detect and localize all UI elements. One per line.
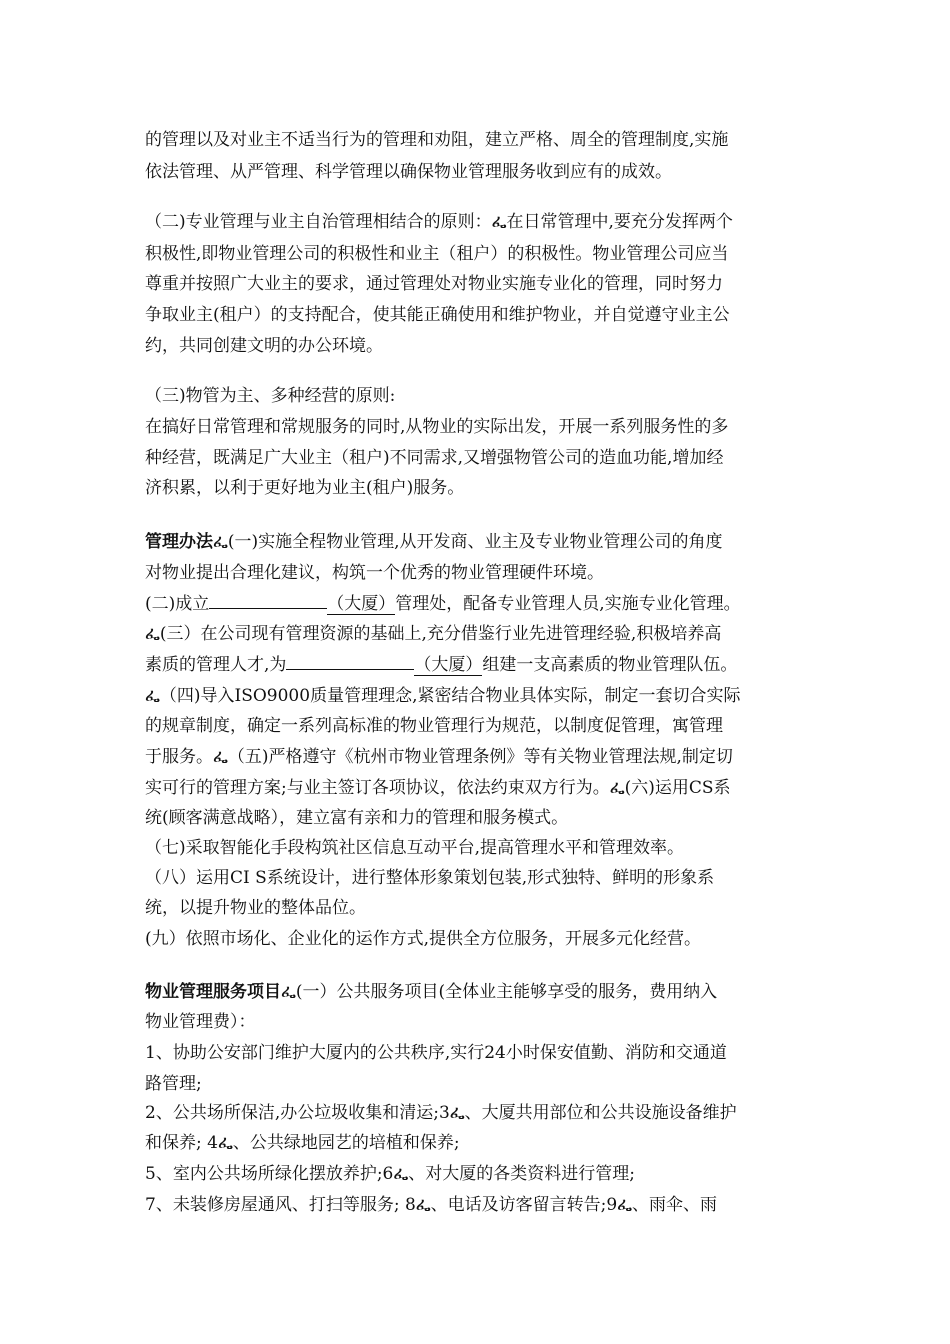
para2-line-1: （二)专业管理与业主自治管理相结合的原则：ፌ在日常管理中,要充分发挥两个 bbox=[145, 212, 733, 232]
para3-line-2: 在搞好日常管理和常规服务的同时,从物业的实际出发，开展一系列服务性的多 bbox=[145, 417, 729, 437]
methods-line-5-post: 组建一支高素质的物业管理队伍。 bbox=[482, 655, 738, 675]
para2-line-5: 约，共同创建文明的办公环境。 bbox=[145, 336, 383, 356]
methods-line-6: ፌ（四)导入ISO9000质量管理理念,紧密结合物业具体实际，制定一套切合实际 bbox=[145, 686, 741, 706]
methods-line-2: 对物业提出合理化建议，构筑一个优秀的物业管理硬件环境。 bbox=[145, 563, 604, 583]
para3-line-3: 种经营，既满足广大业主（租户)不同需求,又增强物管公司的造血功能,增加经 bbox=[145, 448, 724, 468]
methods-line-9: 实可行的管理方案;与业主签订各项协议，依法约束双方行为。ፌ(六)运用CS系 bbox=[145, 778, 731, 798]
methods-line-8: 于服务。ፌ（五)严格遵守《杭州市物业管理条例》等有关物业管理法规,制定切 bbox=[145, 747, 733, 767]
methods-line-3-pre: (二)成立 bbox=[145, 594, 210, 614]
methods-line-4: ፌ(三）在公司现有管理资源的基础上,充分借鉴行业先进管理经验,积极培养高 bbox=[145, 624, 722, 644]
methods-heading: 管理办法 bbox=[145, 532, 213, 552]
methods-line-14: (九）依照市场化、企业化的运作方式,提供全方位服务，开展多元化经营。 bbox=[145, 929, 702, 949]
services-line-1-text: ፌ(一）公共服务项目(全体业主能够享受的服务，费用纳入 bbox=[281, 982, 718, 1002]
para1-line-2: 依法管理、从严管理、科学管理以确保物业管理服务收到应有的成效。 bbox=[145, 162, 672, 182]
methods-line-3 bbox=[145, 592, 741, 616]
building-name-blank-1 bbox=[209, 608, 327, 609]
methods-line-11: （七)采取智能化手段构筑社区信息互动平台,提高管理水平和管理效率。 bbox=[145, 838, 685, 858]
para2-line-3: 尊重并按照广大业主的要求，通过管理处对物业实施专业化的管理，同时努力 bbox=[145, 274, 723, 294]
services-line-8: 7、未装修房屋通风、打扫等服务; 8ፌ、电话及访客留言转告;9ፌ、雨伞、雨 bbox=[145, 1195, 718, 1215]
para2-line-4: 争取业主(租户）的支持配合，使其能正确使用和维护物业，并自觉遵守业主公 bbox=[145, 305, 730, 325]
services-line-6: 和保养; 4ፌ、公共绿地园艺的培植和保养; bbox=[145, 1133, 460, 1153]
services-line-4: 路管理; bbox=[145, 1074, 202, 1094]
services-line-2: 物业管理费）： bbox=[145, 1012, 256, 1032]
para1-line-1: 的管理以及对业主不适当行为的管理和劝阻，建立严格、周全的管理制度,实施 bbox=[145, 130, 729, 150]
methods-line-1-text: ፌ(一)实施全程物业管理,从开发商、业主及专业物业管理公司的角度 bbox=[213, 532, 723, 552]
methods-line-1 bbox=[145, 530, 723, 554]
para3-line-1: （三)物管为主、多种经营的原则: bbox=[145, 386, 396, 406]
methods-dasha-1: （大厦） bbox=[327, 594, 396, 614]
services-line-7: 5、室内公共场所绿化摆放养护;6ፌ、对大厦的各类资料进行管理; bbox=[145, 1164, 635, 1184]
methods-line-12: （八）运用CI S系统设计，进行整体形象策划包装,形式独特、鲜明的形象系 bbox=[145, 868, 715, 888]
para2-line-2: 积极性,即物业管理公司的积极性和业主（租户）的积极性。物业管理公司应当 bbox=[145, 244, 729, 264]
methods-line-10: 统(顾客满意战略），建立富有亲和力的管理和服务模式。 bbox=[145, 808, 569, 828]
methods-dasha-2: （大厦） bbox=[414, 655, 483, 675]
services-line-5: 2、公共场所保洁,办公垃圾收集和清运;3ፌ、大厦共用部位和公共设施设备维护 bbox=[145, 1103, 737, 1123]
building-name-blank-2 bbox=[286, 669, 414, 670]
methods-line-5-pre: 素质的管理人才,为 bbox=[145, 655, 287, 675]
services-line-1 bbox=[145, 980, 717, 1004]
methods-line-5 bbox=[145, 653, 737, 677]
para3-line-4: 济积累，以利于更好地为业主(租户)服务。 bbox=[145, 478, 465, 498]
methods-line-13: 统，以提升物业的整体品位。 bbox=[145, 898, 366, 918]
services-heading: 物业管理服务项目 bbox=[145, 982, 281, 1002]
methods-line-7: 的规章制度，确定一系列高标准的物业管理行为规范，以制度促管理，寓管理 bbox=[145, 716, 723, 736]
methods-line-3-post: 管理处，配备专业管理人员,实施专业化管理。 bbox=[395, 594, 741, 614]
services-line-3: 1、协助公安部门维护大厦内的公共秩序,实行24小时保安值勤、消防和交通道 bbox=[145, 1043, 727, 1063]
